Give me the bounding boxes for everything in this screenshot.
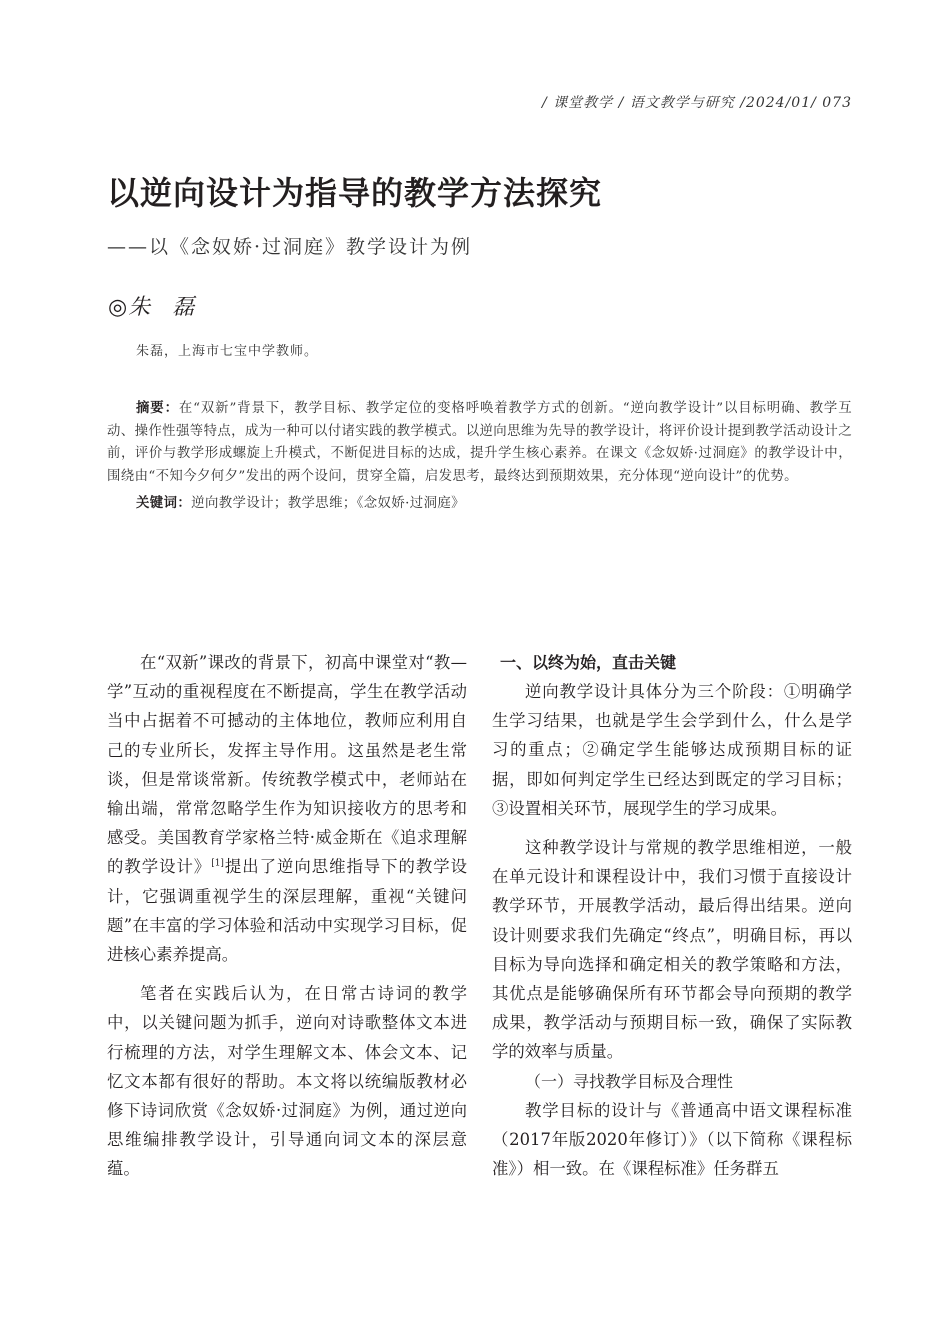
abstract-label: 摘要： — [136, 401, 179, 416]
author-line — [108, 290, 216, 321]
abstract-text: 在“双新”背景下，教学目标、教学定位的变格呼唤着教学方式的创新。“逆向教学设计”以目标明确、教学互动、操作性强等特点，成为一种可以付诸实践的教学模式。以逆向思维为先导的教学设计，将评价设计提到教学活动设计之前，评价与教学形成螺旋上升模式，不断促进目标的达成，提升学生核心素养。在课文《念奴娇·过洞庭》的教学设计中，围绕由“不知今夕何夕”发出的两个设问，贯穿全篇，启发思考，最终达到预期效果，充分体现“逆向设计”的优势。 — [107, 401, 853, 484]
author-marker: ◎ — [108, 295, 129, 320]
keywords-paragraph — [107, 493, 852, 516]
body-paragraph-1 — [107, 648, 467, 969]
article-title: 以逆向设计为指导的教学方法探究 — [107, 174, 603, 212]
keywords-text: 逆向教学设计；教学思维；《念奴娇·过洞庭》 — [191, 496, 465, 511]
section-heading-1: 一、以终为始，直击关键 — [500, 653, 677, 672]
subsection-heading-1: （一）寻找教学目标及合理性 — [525, 1071, 734, 1091]
body-paragraph-4: 这种教学设计与常规的教学思维相逆，一般在单元设计和课程设计中，我们习惯于直接设计教学环节，开展教学活动，最后得出结果。逆向设计则要求我们先确定“终点”，明确目标，再以目标为导向选择和确定相关的教学策略和方法，其优点是能够确保所有环节都会导向预期的教学成果，教学活动与预期目标一致，确保了实际教学的效率与质量。 — [492, 838, 852, 1062]
body-paragraph-1-part-b: 提出了逆向思维指导下的教学设计，它强调重视学生的深层理解，重视“关键问题”在丰富的学习体验和活动中实现学习目标，促进核心素养提高。 — [107, 857, 468, 965]
body-column-left — [107, 648, 467, 1184]
body-paragraph-3: 逆向教学设计具体分为三个阶段：①明确学生学习结果，也就是学生会学到什么，什么是学习的重点；②确定学生能够达成预期目标的证据，即如何判定学生已经达到既定的学习目标；③设置相关环节，展现学生的学习成果。 — [492, 682, 852, 818]
abstract-paragraph — [107, 398, 852, 488]
article-subtitle: ——以《念奴娇·过洞庭》教学设计为例 — [107, 236, 473, 258]
citation-ref-1: [1] — [211, 858, 224, 869]
body-paragraph-1-part-a: 在“双新”课改的背景下，初高中课堂对“教—学”互动的重视程度在不断提高，学生在教学活动当中占据着不可撼动的主体地位，教师应利用自己的专业所长，发挥主导作用。这虽然是老生常谈，但是常谈常新。传统教学模式中，老师站在输出端，常常忽略学生作为知识接收方的思考和感受。美国教育学家格兰特·威金斯在《追求理解的教学设计》 — [107, 653, 467, 877]
abstract-block — [107, 398, 852, 516]
body-paragraph-5: 教学目标的设计与《普通高中语文课程标准（2017年版2020年修订）》（以下简称《课程标准》）相一致。在《课程标准》任务群五 — [492, 1100, 852, 1179]
body-column-right — [492, 648, 852, 1183]
author-affiliation: 朱磊，上海市七宝中学教师。 — [136, 344, 319, 359]
keywords-label: 关键词： — [136, 496, 192, 511]
author-name: 朱磊 — [128, 295, 217, 320]
running-header: / 课堂教学 / 语文教学与研究 /2024/01/ 073 — [542, 95, 852, 111]
body-paragraph-2: 笔者在实践后认为，在日常古诗词的教学中，以关键问题为抓手，逆向对诗歌整体文本进行梳理的方法，对学生理解文本、体会文本、记忆文本都有很好的帮助。本文将以统编版教材必修下诗词欣赏《念奴娇·过洞庭》为例，通过逆向思维编排教学设计，引导通向词文本的深层意蕴。 — [107, 984, 467, 1179]
